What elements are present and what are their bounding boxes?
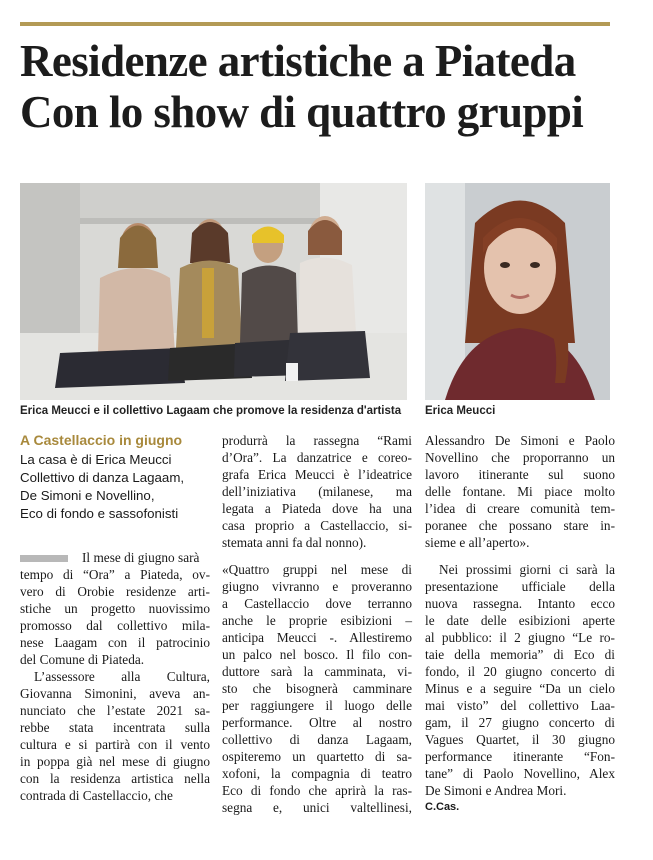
subhead-line: La casa è di Erica Meucci [20, 452, 172, 467]
body-line: vero di Orobie residenze arti- [20, 584, 210, 599]
paragraph-gap [222, 551, 412, 561]
headline-line-2: Con lo show di quattro gruppi [20, 87, 584, 137]
body-line: Novellino che proporranno un [425, 450, 615, 465]
body-line: le date delle esibizioni aperte [425, 613, 615, 628]
body-line: fondo, il 20 giugno concerto di [425, 664, 615, 679]
subhead-line: Eco di fondo e sassofonisti [20, 506, 179, 521]
body-line: duttore sarà la camminata, vi- [222, 664, 412, 679]
body-line: anticipa Meucci -. Allestiremo [222, 630, 412, 645]
lead-bar [20, 555, 68, 562]
body-line: in poppa già nel mese di giugno [20, 754, 210, 769]
body-line: per raggiungere il luogo delle [222, 698, 412, 713]
body-line: rebbe stata incentrata sulla [20, 720, 210, 735]
body-line: con la residenza artistica nella [20, 771, 210, 786]
body-line: Alessandro De Simoni e Paolo [425, 433, 615, 448]
body-line: l’idea di creare comunità tem- [425, 501, 615, 516]
body-line: performance. Oltre al nostro [222, 715, 412, 730]
body-line: produrrà la rassegna “Rami [222, 433, 412, 448]
body-line: legata a Piateda dove ha una [222, 501, 412, 516]
body-line: nese Laagam con il patrocinio [20, 635, 210, 650]
body-line: casa proprio a Castellaccio, si- [222, 518, 412, 533]
headline [20, 36, 620, 138]
body-line: De Simoni e Andrea Mori. [425, 783, 567, 798]
body-line: Giovanna Simonini, aveva an- [20, 686, 210, 701]
body-line: nuova rassegna. Intanto ecco [425, 596, 615, 611]
body-line: contrada di Castellaccio, che [20, 788, 173, 803]
photo-caption-side: Erica Meucci [425, 405, 496, 417]
body-line: anche le proprie esibizioni – [222, 613, 412, 628]
body-line: sieme e all’aperto». [425, 535, 530, 550]
body-line: tane” di Paolo Novellino, Alex [425, 766, 615, 781]
kicker: A Castellaccio in giugno [20, 432, 183, 448]
photo-caption-main: Erica Meucci e il collettivo Lagaam che promove la residenza d'artista [20, 405, 402, 417]
body-line: dell’iniziativa (milanese, ma [222, 484, 412, 499]
group-photo [20, 183, 407, 400]
body-line: sto che bisognerà camminare [222, 681, 412, 696]
portrait-photo [425, 183, 610, 400]
body-line: stiche un progetto nuovissimo [20, 601, 210, 616]
body-line: L’assessore alla Cultura, [34, 669, 210, 684]
body-line: d’Ora”. La danzatrice e coreo- [222, 450, 412, 465]
body-column-3 [425, 432, 615, 816]
author-signature: C.Cas. [425, 801, 460, 813]
headline-line-1: Residenze artistiche a Piateda [20, 36, 576, 86]
body-line: collettivo di danza Lagaam, [222, 732, 412, 747]
body-line: stemata anni fa dal nonno). [222, 535, 367, 550]
body-line: Nei prossimi giorni ci sarà la [439, 562, 615, 577]
body-line: performance itinerante “Fon- [425, 749, 615, 764]
body-line: tempo di “Ora” a Piateda, ov- [20, 567, 210, 582]
body-line: grafa Erica Meucci è l’ideatrice [222, 467, 412, 482]
body-line: nunciato che l’estate 2021 sa- [20, 703, 210, 718]
body-line: Vagues Quartet, il 30 giugno [425, 732, 615, 747]
body-line: taie della memoria” di Eco di [425, 647, 615, 662]
subheadline [20, 451, 215, 523]
body-line: presentazione ufficiale della [425, 579, 615, 594]
paragraph-gap [425, 551, 615, 561]
body-line-first: Il mese di giugno sarà [20, 549, 210, 566]
body-line: a Castellaccio dove terranno [222, 596, 412, 611]
top-rule [20, 22, 610, 26]
body-line: giugno vivranno e proveranno [222, 579, 412, 594]
body-line: «Quattro gruppi nel mese di [222, 562, 412, 577]
body-line: delle fontane. Mi piace molto [425, 484, 615, 499]
body-line: segna e, unici valtellinesi, [222, 800, 412, 815]
body-line: xofoni, la compagnia di teatro [222, 766, 412, 781]
body-line: ospiteremo un quartetto di sa- [222, 749, 412, 764]
body-line: del Comune di Piateda. [20, 652, 145, 667]
body-column-1 [20, 549, 210, 804]
subhead-line: De Simoni e Novellino, [20, 488, 155, 503]
body-column-2 [222, 432, 412, 816]
body-line: Minus e a seguire “Da un cielo [425, 681, 615, 696]
body-line: mai visto” del collettivo Laa- [425, 698, 615, 713]
body-line: cultura e si partirà con il vento [20, 737, 210, 752]
body-line: poranee che possano stare in- [425, 518, 615, 533]
body-line: Eco di fondo che aprirà la ras- [222, 783, 412, 798]
body-line: promosso dal collettivo mila- [20, 618, 210, 633]
body-line: al pubblico: il 2 giugno “Le ro- [425, 630, 615, 645]
body-line: lavoro itinerante sul suono [425, 467, 615, 482]
body-line: gam, il 27 giugno concerto di [425, 715, 615, 730]
body-line: un palco nel bosco. Il filo con- [222, 647, 412, 662]
subhead-line: Collettivo di danza Lagaam, [20, 470, 185, 485]
